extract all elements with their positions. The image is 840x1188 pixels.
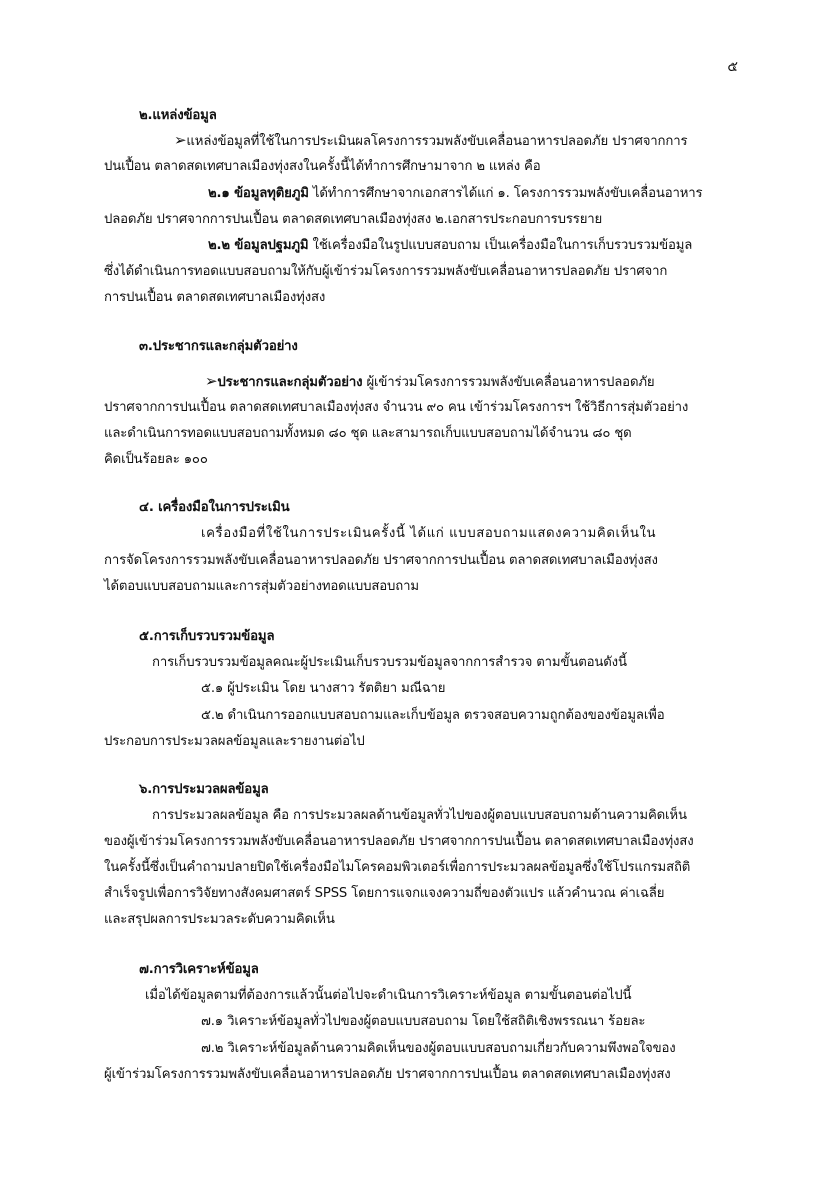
section-2-2-line-1 xyxy=(208,236,692,256)
section-6-heading: ๖.การประมวลผลข้อมูล xyxy=(139,782,269,797)
section-3-line-3: และดำเนินการทอดแบบสอบถามทั้งหมด ๘๐ ชุด และสามารถเก็บแบบสอบถามได้จำนวน ๘๐ ชุด xyxy=(104,426,632,441)
page-number: ๕ xyxy=(727,59,738,75)
primary-data-label: ๒.๒ ข้อมูลปฐมภูมิ xyxy=(208,238,309,253)
section-6-line-1: การประมวลผลข้อมูล คือ การประมวลผลด้านข้อมูลทั่วไปของผู้ตอบแบบสอบถามด้านความคิดเห็น xyxy=(152,808,687,823)
section-2-1-line-1 xyxy=(208,184,703,204)
section-5-line-3: ๕.๒ ดำเนินการออกแบบสอบถามและเก็บข้อมูล ตรวจสอบความถูกต้องของข้อมูลเพื่อ xyxy=(201,708,665,723)
section-5-line-1: การเก็บรวบรวมข้อมูลคณะผู้ประเมินเก็บรวบรวมข้อมูลจากการสำรวจ ตามขั้นตอนดังนี้ xyxy=(152,655,627,670)
section-6-line-5: และสรุปผลการประมวลระดับความคิดเห็น xyxy=(104,912,335,927)
arrow-bullet-icon: ➢ xyxy=(205,372,218,390)
section-6-line-2: ของผู้เข้าร่วมโครงการรวมพลังขับเคลื่อนอาหารปลอดภัย ปราศจากการปนเปื้อน ตลาดสดเทศบาลเมืองทุ่งสง xyxy=(104,834,694,849)
section-7-line-1: เมื่อได้ข้อมูลตามที่ต้องการแล้วนั้นต่อไปจะดำเนินการวิเคราะห์ข้อมูล ตามขั้นตอนต่อไปนี้ xyxy=(145,988,632,1003)
section-2-2-line-3: การปนเปื้อน ตลาดสดเทศบาลเมืองทุ่งสง xyxy=(104,290,326,305)
section-3-line-2: ปราศจากการปนเปื้อน ตลาดสดเทศบาลเมืองทุ่งสง จำนวน ๙๐ คน เข้าร่วมโครงการฯ ใช้วิธีการสุ่มตัวอย่าง xyxy=(104,400,689,415)
section-2-text: แหล่งข้อมูลที่ใช้ในการประเมินผลโครงการรวมพลังขับเคลื่อนอาหารปลอดภัย ปราศจากการ xyxy=(186,134,688,149)
section-3-line-4: คิดเป็นร้อยละ ๑๐๐ xyxy=(104,452,208,467)
section-2-1-line-2: ปลอดภัย ปราศจากการปนเปื้อน ตลาดสดเทศบาลเมืองทุ่งสง ๒.เอกสารประกอบการบรรยาย xyxy=(104,212,603,227)
section-2-2-text: ใช้เครื่องมือในรูปแบบสอบถาม เป็นเครื่องมือในการเก็บรวบรวมข้อมูล xyxy=(308,238,693,253)
section-6-line-3: ในครั้งนี้ซึ่งเป็นคำถามปลายปิดใช้เครื่องมือไมโครคอมพิวเตอร์เพื่อการประมวลผลข้อมูลซึ่งใช้โปรแกรมสถิติ xyxy=(104,860,691,875)
section-4-heading: ๔. เครื่องมือในการประเมิน xyxy=(139,500,290,515)
section-3-text: ผู้เข้าร่วมโครงการรวมพลังขับเคลื่อนอาหารปลอดภัย xyxy=(362,375,655,390)
arrow-bullet-icon: ➢ xyxy=(174,131,187,149)
section-4-line-3: ได้ตอบแบบสอบถามและการสุ่มตัวอย่างทอดแบบสอบถาม xyxy=(104,579,419,594)
section-7-line-4: ผู้เข้าร่วมโครงการรวมพลังขับเคลื่อนอาหารปลอดภัย ปราศจากการปนเปื้อน ตลาดสดเทศบาลเมืองทุ่งสง xyxy=(104,1067,671,1082)
section-3-heading: ๓.ประชากรและกลุ่มตัวอย่าง xyxy=(139,339,298,354)
section-2-heading: ๒.แหล่งข้อมูล xyxy=(139,108,217,123)
section-5-line-4: ประกอบการประมวลผลข้อมูลและรายงานต่อไป xyxy=(104,734,365,749)
section-7-line-3: ๗.๒ วิเคราะห์ข้อมูลด้านความคิดเห็นของผู้ตอบแบบสอบถามเกี่ยวกับความพึงพอใจของ xyxy=(201,1041,676,1056)
secondary-data-label: ๒.๑ ข้อมูลทุติยภูมิ xyxy=(208,186,309,201)
section-7-line-2: ๗.๑ วิเคราะห์ข้อมูลทั่วไปของผู้ตอบแบบสอบถาม โดยใช้สถิติเชิงพรรณนา ร้อยละ xyxy=(201,1014,646,1029)
section-4-line-2: การจัดโครงการรวมพลังขับเคลื่อนอาหารปลอดภัย ปราศจากการปนเปื้อน ตลาดสดเทศบาลเมืองทุ่งสง xyxy=(104,553,658,568)
section-6-line-4: สำเร็จรูปเพื่อการวิจัยทางสังคมศาสตร์ SPSS โดยการแจกแจงความถี่ของตัวแปร แล้วคำนวณ ค่าเฉลี่ย xyxy=(104,886,665,901)
section-2-2-line-2: ซึ่งได้ดำเนินการทอดแบบสอบถามให้กับผู้เข้าร่วมโครงการรวมพลังขับเคลื่อนอาหารปลอดภัย ปราศจาก xyxy=(104,264,668,279)
section-2-1-text: ได้ทำการศึกษาจากเอกสารได้แก่ ๑. โครงการรวมพลังขับเคลื่อนอาหาร xyxy=(308,186,703,201)
section-2-line-2: ปนเปื้อน ตลาดสดเทศบาลเมืองทุ่งสงในครั้งนี้ได้ทำการศึกษามาจาก ๒ แหล่ง คือ xyxy=(104,159,541,174)
section-5-heading: ๕.การเก็บรวบรวมข้อมูล xyxy=(139,629,275,644)
section-5-line-2: ๕.๑ ผู้ประเมิน โดย นางสาว รัตติยา มณีฉาย xyxy=(201,681,446,696)
section-2-line-1 xyxy=(174,130,687,152)
section-3-line-1 xyxy=(205,371,655,393)
section-4-line-1: เครื่องมือที่ใช้ในการประเมินครั้งนี้ ได้แก่ แบบสอบถามแสดงความคิดเห็นใน xyxy=(201,526,657,541)
population-label: ประชากรและกลุ่มตัวอย่าง xyxy=(217,375,363,390)
section-7-heading: ๗.การวิเคราะห์ข้อมูล xyxy=(139,962,259,977)
